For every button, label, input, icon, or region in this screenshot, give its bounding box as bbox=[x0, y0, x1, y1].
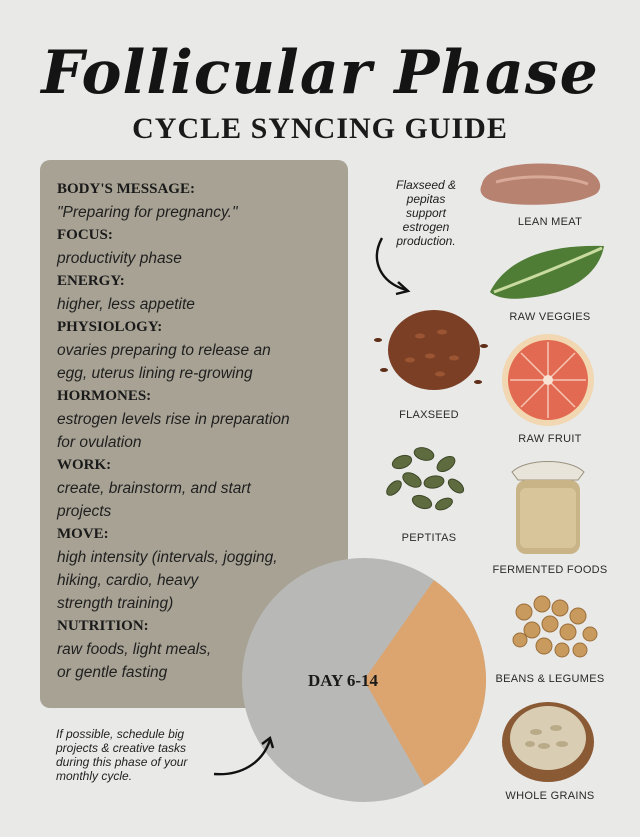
flaxseed-icon bbox=[370, 296, 490, 400]
fermented-jar-icon bbox=[506, 458, 590, 558]
whole-grains-icon bbox=[500, 696, 596, 784]
callout-arrow-icon bbox=[368, 236, 416, 296]
lean-meat-icon bbox=[476, 158, 608, 210]
info-text: productivity phase bbox=[57, 250, 182, 267]
info-item-energy bbox=[57, 270, 342, 316]
schedule-note: If possible, schedule big projects & creative tasks during this phase of your monthly cycle. bbox=[56, 727, 188, 783]
info-item-physiology bbox=[57, 316, 342, 385]
flaxseed-callout: Flaxseed & pepitas support estrogen production. bbox=[395, 178, 457, 248]
grapefruit-icon bbox=[500, 332, 596, 428]
info-item-work bbox=[57, 454, 342, 523]
info-heading: MOVE: bbox=[57, 526, 109, 542]
peptitas-label: PEPTITAS bbox=[401, 532, 457, 544]
pepitas-icon bbox=[372, 432, 478, 522]
page-title: Follicular Phase bbox=[41, 38, 599, 108]
whole-grains-label: WHOLE GRAINS bbox=[505, 790, 595, 802]
page-subtitle: CYCLE SYNCING GUIDE bbox=[132, 112, 508, 145]
info-item-focus bbox=[57, 224, 342, 270]
info-text: estrogen levels rise in preparation for ovulation bbox=[57, 411, 290, 451]
info-text: "Preparing for pregnancy." bbox=[57, 204, 238, 221]
flaxseed-label: FLAXSEED bbox=[399, 409, 459, 421]
note-arrow-icon bbox=[210, 730, 280, 780]
info-heading: PHYSIOLOGY: bbox=[57, 319, 163, 335]
raw-veggies-label: RAW VEGGIES bbox=[509, 311, 591, 323]
info-heading: FOCUS: bbox=[57, 227, 113, 243]
info-text: raw foods, light meals, or gentle fasting bbox=[57, 641, 212, 681]
info-heading: HORMONES: bbox=[57, 388, 152, 404]
raw-veggies-icon bbox=[486, 240, 610, 302]
info-heading: BODY'S MESSAGE: bbox=[57, 181, 195, 197]
info-text: create, brainstorm, and start projects bbox=[57, 480, 251, 520]
lean-meat-label: LEAN MEAT bbox=[517, 216, 583, 228]
info-item-body-message bbox=[57, 178, 342, 224]
info-heading: NUTRITION: bbox=[57, 618, 149, 634]
info-heading: ENERGY: bbox=[57, 273, 125, 289]
info-text: ovaries preparing to release an egg, uterus lining re-growing bbox=[57, 342, 271, 382]
cycle-day-label: DAY 6-14 bbox=[308, 671, 379, 690]
info-heading: WORK: bbox=[57, 457, 112, 473]
info-text: higher, less appetite bbox=[57, 296, 195, 313]
info-item-hormones bbox=[57, 385, 342, 454]
chickpeas-icon bbox=[504, 588, 604, 664]
info-text: high intensity (intervals, jogging, hiking, cardio, heavy strength training) bbox=[57, 549, 278, 612]
fermented-foods-label: FERMENTED FOODS bbox=[492, 564, 608, 576]
beans-legumes-label: BEANS & LEGUMES bbox=[495, 673, 605, 685]
raw-fruit-label: RAW FRUIT bbox=[518, 433, 582, 445]
